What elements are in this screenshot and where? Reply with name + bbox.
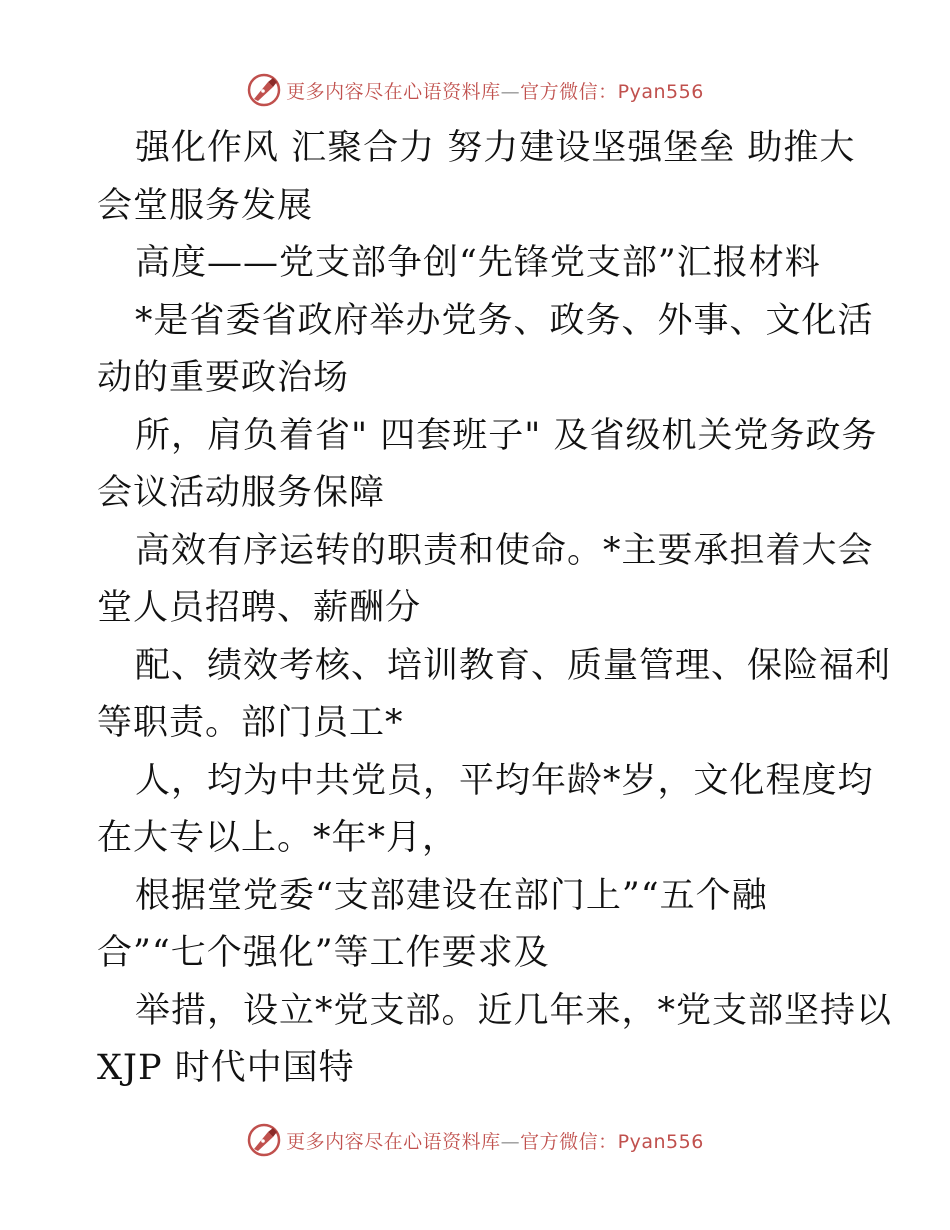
- paragraph-line: 动的重要政治场: [97, 358, 350, 398]
- paragraph-line: 人，均为中共党员，平均年龄*岁，文化程度均: [135, 760, 874, 801]
- watermark-main-text: 更多内容尽在心语资料库: [286, 80, 501, 103]
- watermark-contact-text: 官方微信：Pyan556: [520, 80, 704, 103]
- document-body: [97, 120, 893, 1098]
- paragraph-line: 根据堂党委“支部建设在部门上”“五个融: [135, 875, 768, 916]
- document-subtitle-line: 高度——党支部争创“先锋党支部”汇报材料: [135, 243, 821, 283]
- watermark-main-text: 更多内容尽在心语资料库: [286, 1130, 501, 1153]
- document-title-line: 会堂服务发展: [97, 185, 314, 226]
- paragraph-line: 配、绩效考核、培训教育、质量管理、保险福利: [135, 645, 892, 686]
- document-title-line: 强化作风 汇聚合力 努力建设坚强堡垒 助推大: [135, 128, 856, 168]
- paragraph-line: 会议活动服务保障: [97, 473, 386, 513]
- footer-watermark: [0, 1120, 950, 1160]
- paragraph-line: 在大专以上。*年*月，: [97, 818, 459, 858]
- paragraph-line: 等职责。部门员工*: [97, 703, 404, 743]
- paragraph-line: 所，肩负着省" 四套班子" 及省级机关党务政务: [135, 415, 878, 456]
- header-watermark: [0, 70, 950, 110]
- paragraph-line: 举措，设立*党支部。近几年来，*党支部坚持以: [135, 990, 893, 1031]
- paragraph-line: *是省委省政府举办党务、政务、外事、文化活: [135, 300, 874, 341]
- pen-nib-circle-icon: [246, 1122, 282, 1158]
- pen-nib-circle-icon: [246, 72, 282, 108]
- paragraph-line: XJP 时代中国特: [97, 1048, 355, 1088]
- paragraph-line: 合”“七个强化”等工作要求及: [97, 933, 550, 973]
- watermark-text: [286, 1127, 704, 1154]
- paragraph-line: 高效有序运转的职责和使命。*主要承担着大会: [135, 530, 874, 571]
- paragraph-line: 堂人员招聘、薪酬分: [97, 588, 422, 628]
- watermark-separator: —: [500, 80, 521, 103]
- watermark-contact-text: 官方微信：Pyan556: [520, 1130, 704, 1153]
- watermark-text: [286, 77, 704, 104]
- watermark-separator: —: [500, 1130, 521, 1153]
